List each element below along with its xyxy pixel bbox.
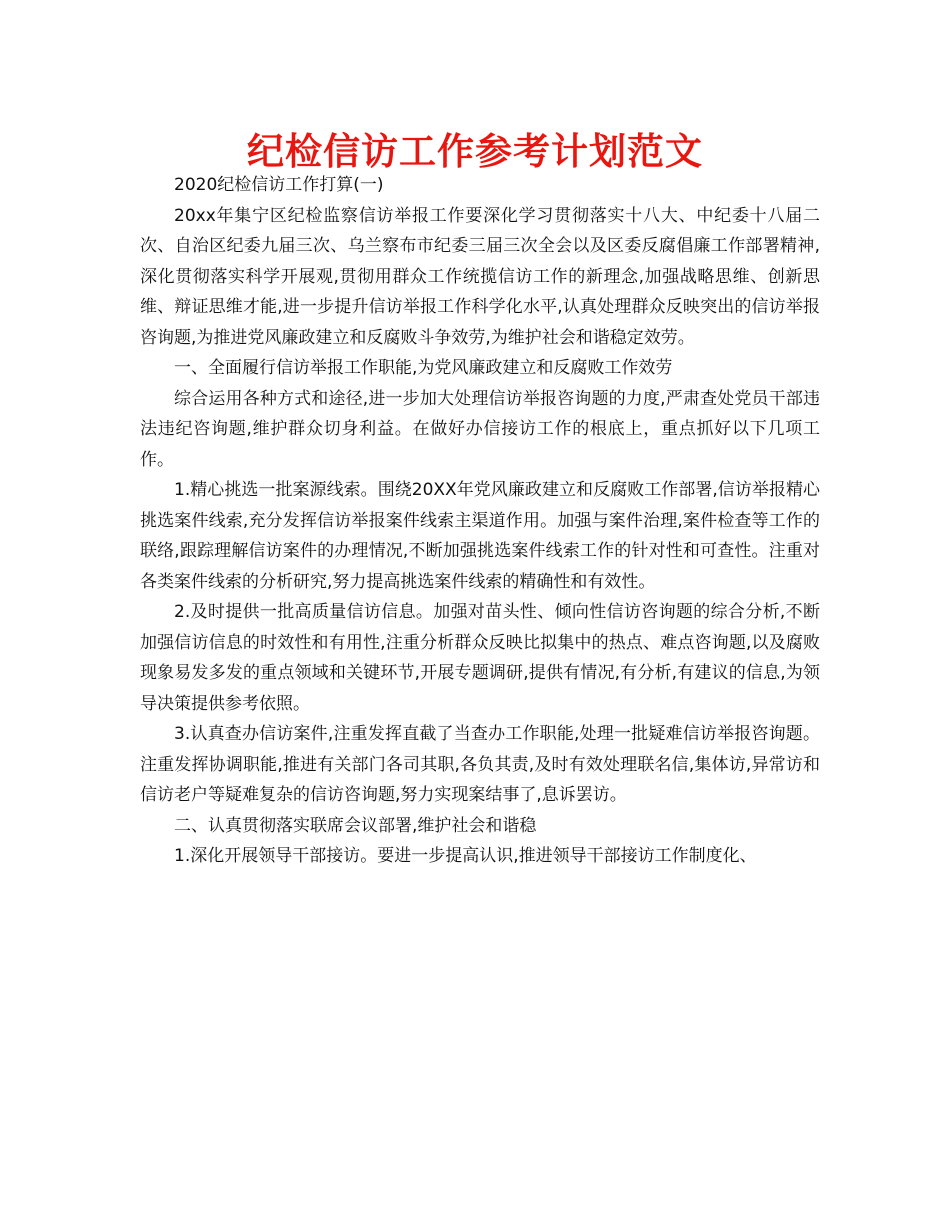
body-paragraph: 综合运用各种方式和途径,进一步加大处理信访举报咨询题的力度,严肃查处党员干部违法违纪咨询题,维护群众切身利益。在做好办信接访工作的根底上，重点抓好以下几项工作。 xyxy=(140,388,820,470)
section-heading-2: 二、认真贯彻落实联席会议部署,维护社会和谐稳 xyxy=(174,815,537,836)
list-item-paragraph: 1.精心挑选一批案源线索。围绕20XX年党风廉政建立和反腐败工作部署,信访举报精心挑选案件线索,充分发挥信访举报案件线索主渠道作用。加强与案件治理,案件检查等工作的联络,跟踪理解信访案件的办理情况,不断加强挑选案件线索工作的针对性和可查性。注重对各类案件线索的分析研究,努力提高挑选案件线索的精确性和有效性。 xyxy=(140,480,820,592)
list-item-paragraph: 1.深化开展领导干部接访。要进一步提高认识,推进领导干部接访工作制度化、 xyxy=(174,846,757,866)
document-body xyxy=(140,170,820,872)
page-title: 纪检信访工作参考计划范文 xyxy=(247,129,703,173)
list-item-paragraph: 3.认真查办信访案件,注重发挥直截了当查办工作职能,处理一批疑难信访举报咨询题。注重发挥协调职能,推进有关部门各司其职,各负其责,及时有效处理联名信,集体访,异常访和信访老户等疑难复杂的信访咨询题,努力实现案结事了,息诉罢访。 xyxy=(140,724,820,805)
section-heading-1: 一、全面履行信访举报工作职能,为党风廉政建立和反腐败工作效劳 xyxy=(174,358,673,378)
list-item-paragraph: 2.及时提供一批高质量信访信息。加强对苗头性、倾向性信访咨询题的综合分析,不断加强信访信息的时效性和有用性,注重分析群众反映比拟集中的热点、难点咨询题,以及腐败现象易发多发的重点领域和关键环节,开展专题调研,提供有情况,有分析,有建议的信息,为领导决策提供参考依照。 xyxy=(140,602,820,714)
intro-paragraph: 20xx年集宁区纪检监察信访举报工作要深化学习贯彻落实十八大、中纪委十八届二次、自治区纪委九届三次、乌兰察布市纪委三届三次全会以及区委反腐倡廉工作部署精神,深化贯彻落实科学开展观,贯彻用群众工作统揽信访工作的新理念,加强战略思维、创新思维、辩证思维才能,进一步提升信访举报工作科学化水平,认真处理群众反映突出的信访举报咨询题,为推进党风廉政建立和反腐败斗争效劳,为维护社会和谐稳定效劳。 xyxy=(140,205,820,348)
subtitle-paragraph: 2020纪检信访工作打算(一) xyxy=(174,175,384,195)
